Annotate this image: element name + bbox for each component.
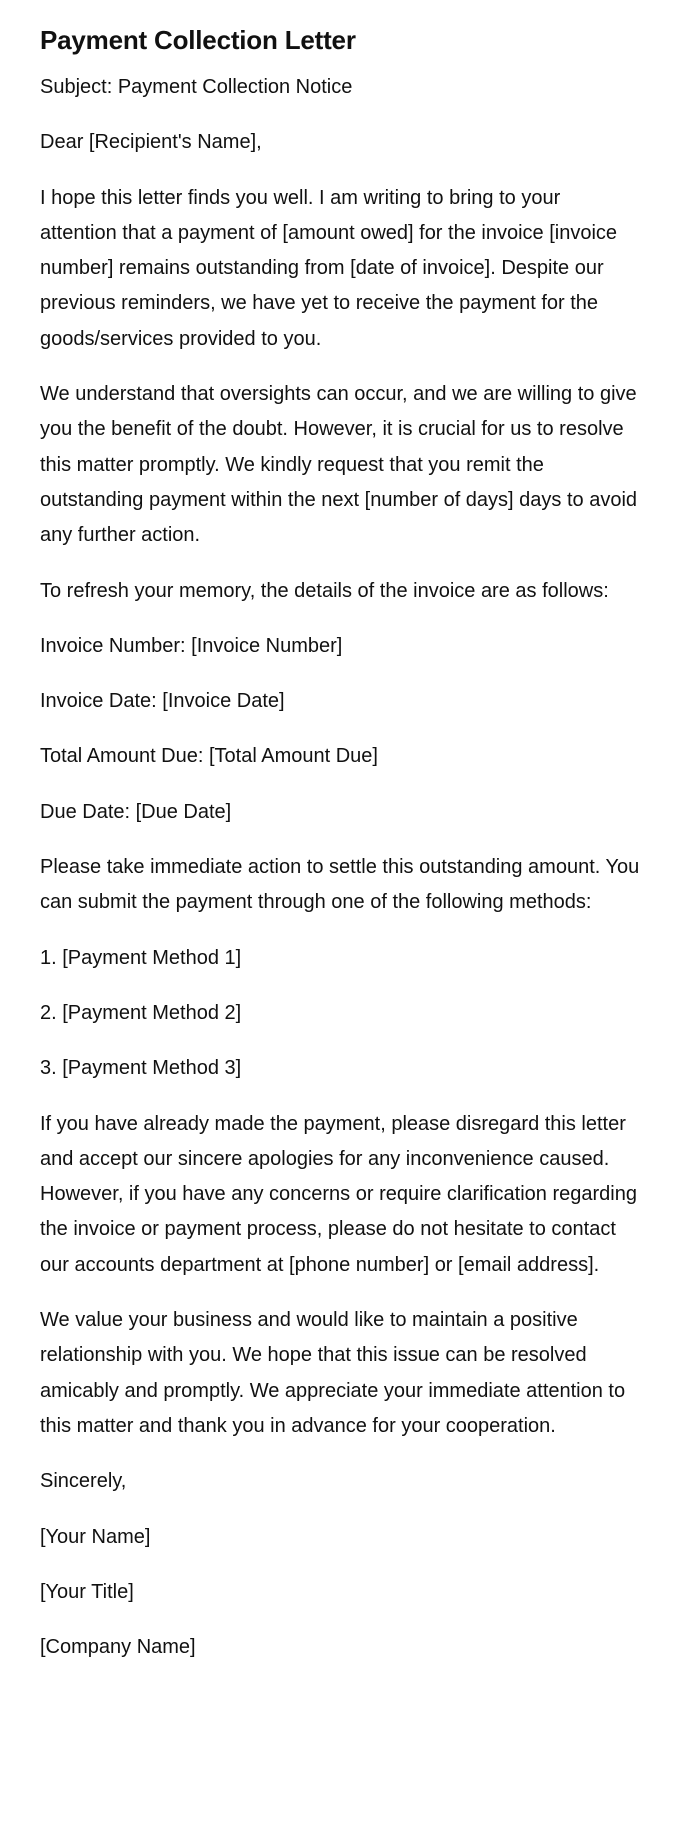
payment-method-item: 1. [Payment Method 1] — [40, 946, 242, 969]
greeting: Dear [Recipient's Name], — [40, 131, 262, 154]
letter-body — [40, 22, 640, 1685]
subject-line: Subject: Payment Collection Notice — [40, 76, 353, 98]
details-intro-paragraph: To refresh your memory, the details of the invoice are as follows: — [40, 579, 609, 602]
invoice-date-line: Invoice Date: [Invoice Date] — [40, 690, 285, 713]
signature-name: [Your Name] — [40, 1525, 151, 1548]
sign-off: Sincerely, — [40, 1470, 127, 1493]
payment-method-item: 3. [Payment Method 3] — [40, 1057, 242, 1080]
intro-paragraph: I hope this letter finds you well. I am writing to bring to your attention that a payment of [amount owed] for the invoice [invoice number] remains outstanding from [date of invoice]. Despite our previous reminders, we have yet to receive the payment for the goods/services provided to you. — [40, 186, 618, 350]
disregard-paragraph: If you have already made the payment, please disregard this letter and accept our sincere apologies for any inconvenience caused. However, if you have any concerns or require clarification regarding the invoice or payment process, please do not hesitate to contact our accounts department at [phone number] or [email address]. — [40, 1112, 637, 1276]
total-amount-line: Total Amount Due: [Total Amount Due] — [40, 745, 378, 768]
signature-title: [Your Title] — [40, 1580, 134, 1603]
invoice-number-line: Invoice Number: [Invoice Number] — [40, 634, 343, 657]
payment-method-item: 2. [Payment Method 2] — [40, 1001, 242, 1024]
document-title: Payment Collection Letter — [40, 25, 356, 55]
action-paragraph: Please take immediate action to settle this outstanding amount. You can submit the payment through one of the following methods: — [40, 856, 640, 914]
signature-company: [Company Name] — [40, 1636, 196, 1659]
request-paragraph: We understand that oversights can occur, and we are willing to give you the benefit of the doubt. However, it is crucial for us to resolve this matter promptly. We kindly request that you remit the outstanding payment within the next [number of days] days to avoid any further action. — [40, 383, 638, 547]
due-date-line: Due Date: [Due Date] — [40, 800, 232, 823]
relationship-paragraph: We value your business and would like to maintain a positive relationship with you. We hope that this issue can be resolved amicably and promptly. We appreciate your immediate attention to this matter and thank you in advance for your cooperation. — [40, 1309, 626, 1437]
